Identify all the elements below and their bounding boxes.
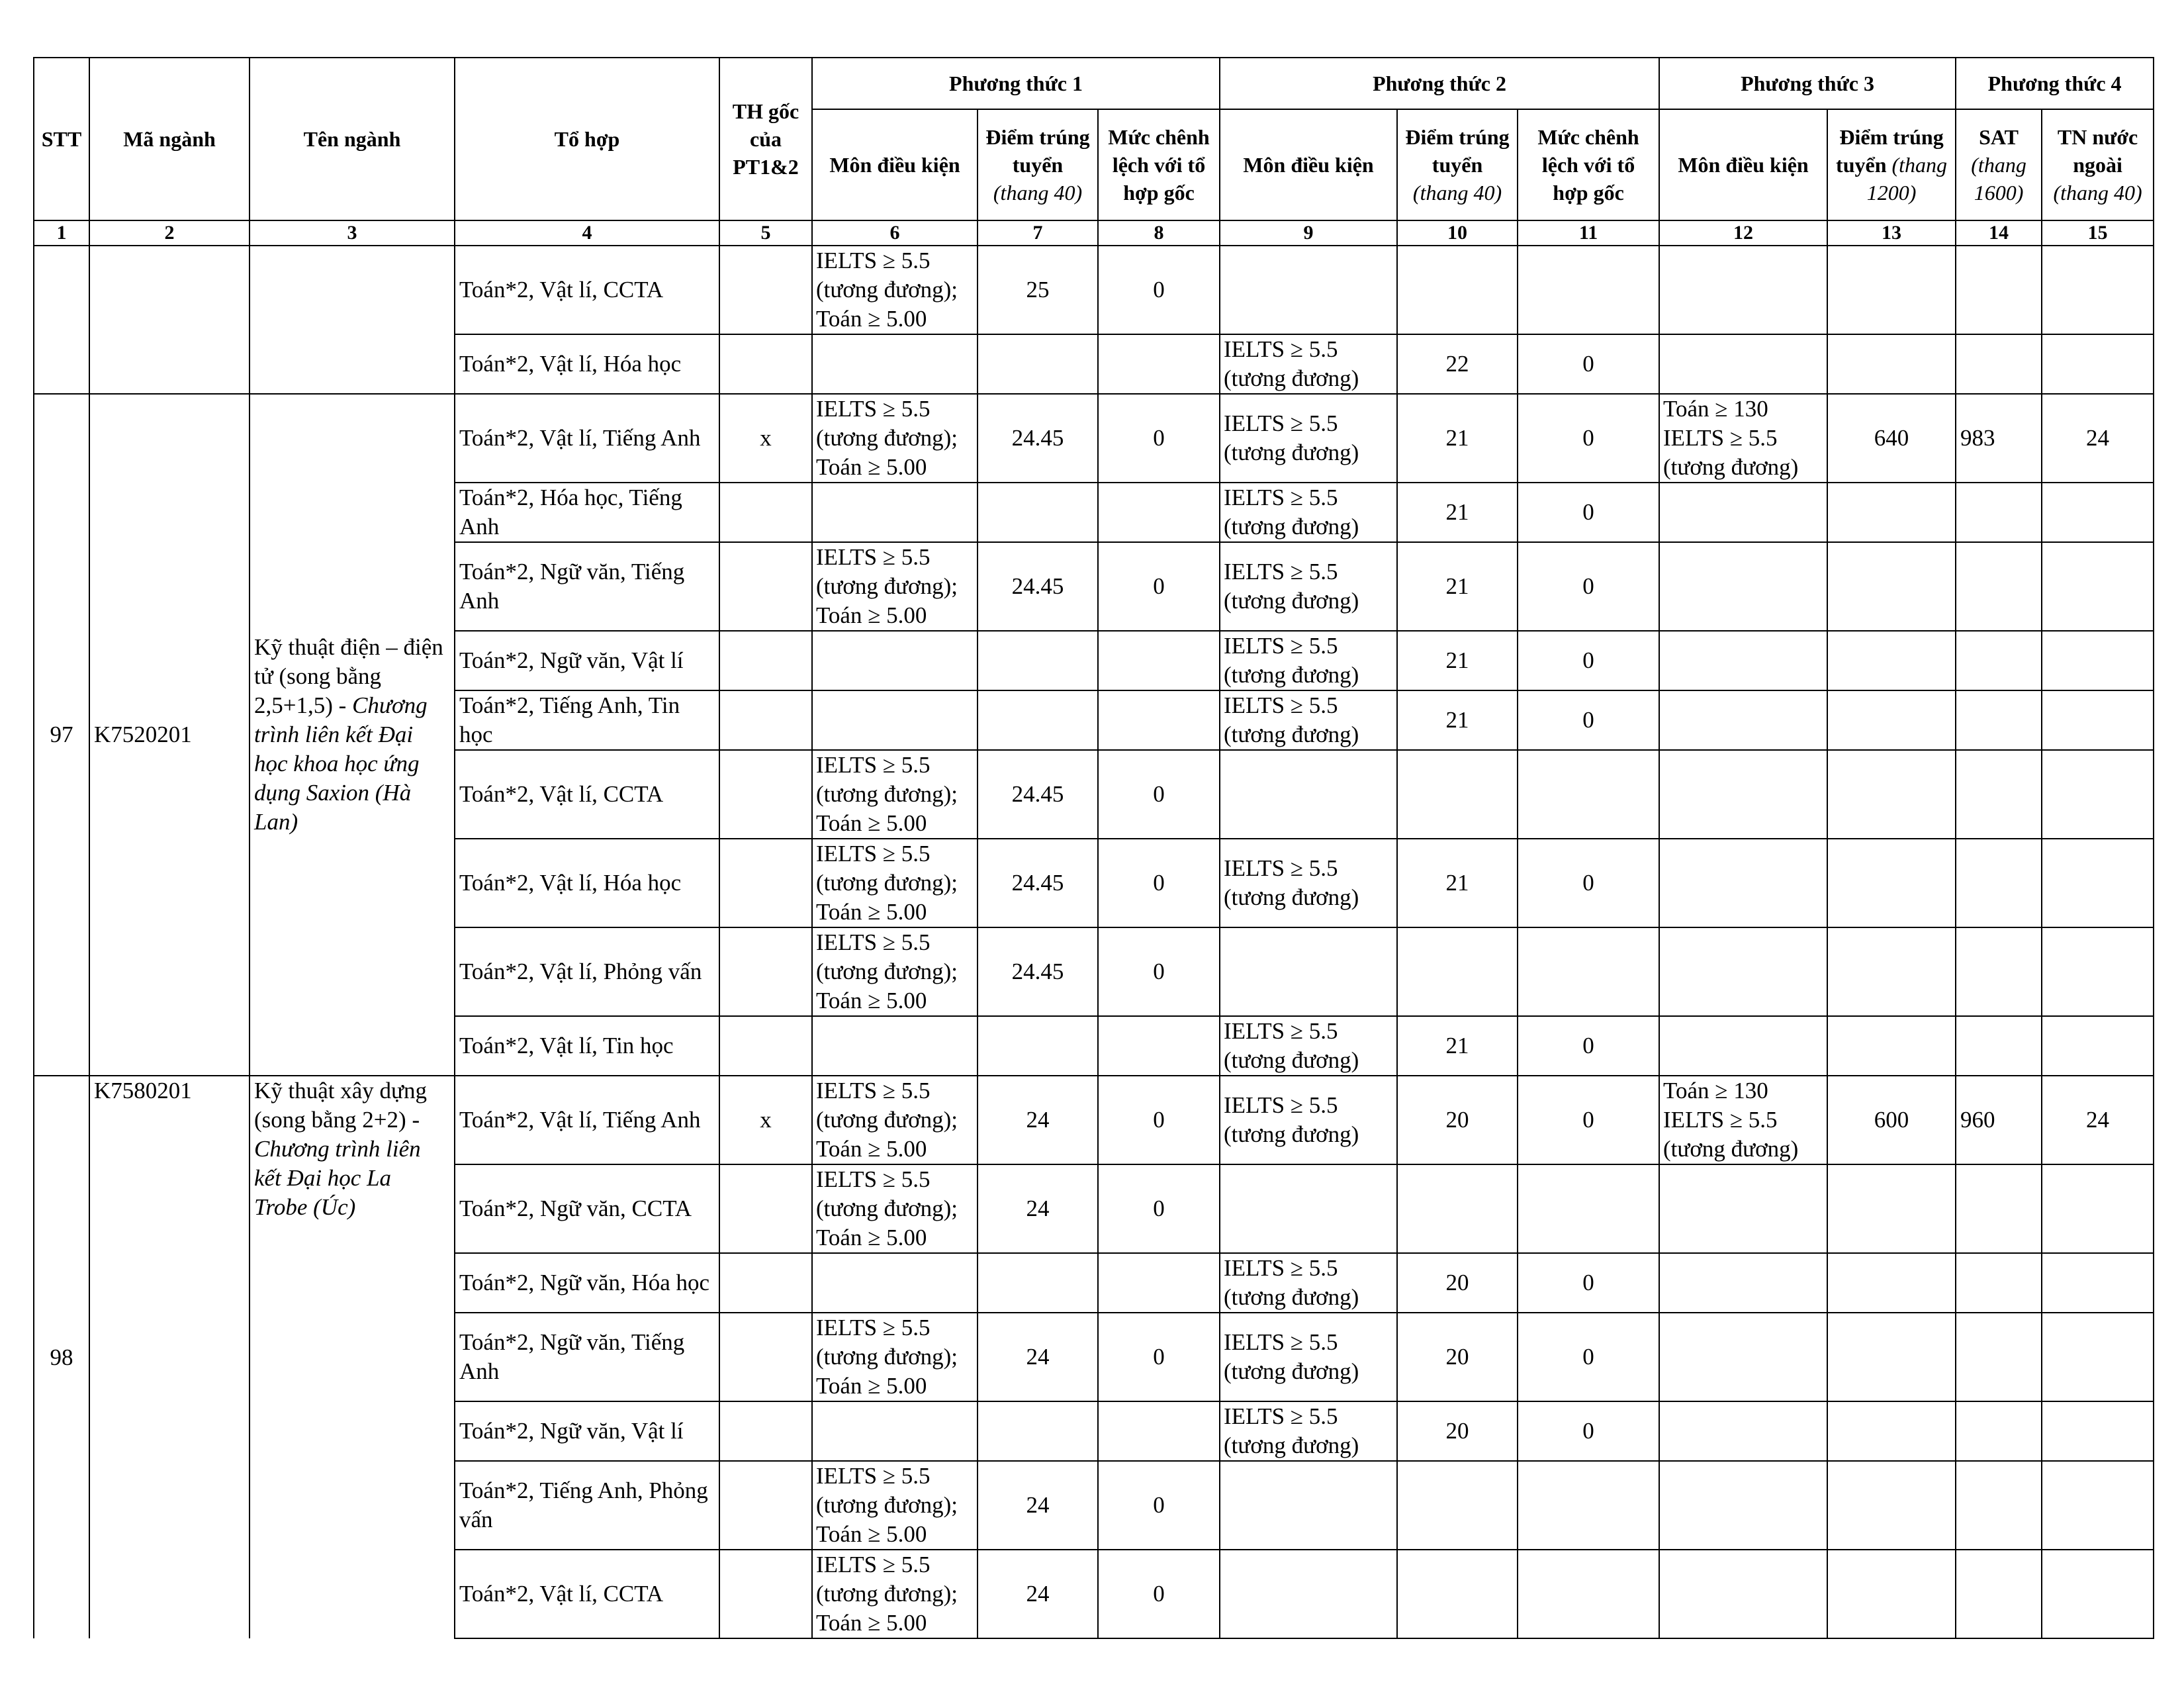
pt1-condition-cell (812, 631, 978, 690)
pt2-condition-cell (1220, 750, 1397, 839)
column-number: 4 (455, 220, 719, 246)
pt1-condition-cell: IELTS ≥ 5.5 (tương đương); Toán ≥ 5.00 (812, 542, 978, 631)
pt2-score-cell: 20 (1397, 1401, 1518, 1461)
pt1-condition-cell: IELTS ≥ 5.5 (tương đương); Toán ≥ 5.00 (812, 1550, 978, 1638)
pt2-diff-cell: 0 (1518, 1253, 1659, 1313)
ten-nganh-cell (250, 1076, 455, 1638)
column-number: 8 (1098, 220, 1220, 246)
pt1-diff-cell (1098, 690, 1220, 750)
pt1-diff-cell: 0 (1098, 1461, 1220, 1550)
column-number: 10 (1397, 220, 1518, 246)
pt1-score-cell: 24.45 (978, 542, 1098, 631)
th-goc-cell (719, 1313, 812, 1401)
pt1-condition-cell (812, 1016, 978, 1076)
sat-cell (1956, 1461, 2042, 1550)
to-hop-cell: Toán*2, Tiếng Anh, Tin học (455, 690, 719, 750)
th-goc-cell (719, 631, 812, 690)
pt1-score-cell: 24 (978, 1461, 1098, 1550)
pt2-score-cell: 21 (1397, 631, 1518, 690)
pt3-condition-cell (1659, 1313, 1827, 1401)
th-goc-cell (719, 1253, 812, 1313)
tn-cell: 24 (2042, 1076, 2154, 1164)
pt3-score-cell (1827, 1313, 1956, 1401)
tn-cell (2042, 1313, 2154, 1401)
pt1-score-cell: 24.45 (978, 927, 1098, 1016)
pt1-diff-cell: 0 (1098, 750, 1220, 839)
pt2-diff-cell: 0 (1518, 483, 1659, 542)
pt3-score-cell (1827, 1461, 1956, 1550)
column-number: 3 (250, 220, 455, 246)
pt3-condition-cell (1659, 1401, 1827, 1461)
header-pt1-diem (978, 109, 1098, 220)
pt3-score-cell (1827, 927, 1956, 1016)
pt1-diff-cell: 0 (1098, 927, 1220, 1016)
pt2-condition-cell (1220, 927, 1397, 1016)
pt1-score-cell (978, 631, 1098, 690)
tn-cell (2042, 542, 2154, 631)
pt1-score-cell: 24 (978, 1313, 1098, 1401)
sat-cell (1956, 839, 2042, 927)
th-goc-cell (719, 1401, 812, 1461)
sat-cell: 983 (1956, 394, 2042, 483)
ten-nganh-plain: Kỹ thuật xây dựng (song bằng 2+2) - (254, 1078, 428, 1133)
pt3-score-cell (1827, 542, 1956, 631)
pt2-condition-cell: IELTS ≥ 5.5 (tương đương) (1220, 631, 1397, 690)
ma-nganh-cell: K7520201 (89, 394, 250, 1076)
pt3-condition-cell (1659, 1016, 1827, 1076)
pt1-condition-cell (812, 483, 978, 542)
pt1-condition-cell (812, 690, 978, 750)
pt3-condition-cell (1659, 1164, 1827, 1253)
pt2-score-cell (1397, 750, 1518, 839)
header-pt1-scale: (thang 40) (993, 181, 1083, 205)
pt3-score-cell (1827, 1550, 1956, 1638)
to-hop-cell: Toán*2, Hóa học, Tiếng Anh (455, 483, 719, 542)
to-hop-cell: Toán*2, Vật lí, CCTA (455, 246, 719, 334)
pt1-diff-cell: 0 (1098, 839, 1220, 927)
pt2-score-cell: 20 (1397, 1253, 1518, 1313)
sat-cell (1956, 334, 2042, 394)
header-ma-nganh: Mã ngành (89, 58, 250, 220)
pt2-score-cell: 22 (1397, 334, 1518, 394)
header-pt3-diem (1827, 109, 1956, 220)
pt3-condition-cell (1659, 839, 1827, 927)
tn-cell (2042, 1164, 2154, 1253)
pt2-diff-cell (1518, 750, 1659, 839)
to-hop-cell: Toán*2, Tiếng Anh, Phỏng vấn (455, 1461, 719, 1550)
pt2-diff-cell: 0 (1518, 334, 1659, 394)
pt2-condition-cell: IELTS ≥ 5.5 (tương đương) (1220, 1253, 1397, 1313)
pt2-condition-cell (1220, 246, 1397, 334)
sat-cell (1956, 1164, 2042, 1253)
to-hop-cell: Toán*2, Vật lí, Tiếng Anh (455, 1076, 719, 1164)
pt1-score-cell (978, 334, 1098, 394)
header-to-hop: Tổ hợp (455, 58, 719, 220)
ten-nganh-plain: Kỹ thuật điện – điện tử (song bằng 2,5+1,5) - (254, 634, 443, 718)
to-hop-cell: Toán*2, Vật lí, CCTA (455, 750, 719, 839)
to-hop-cell: Toán*2, Vật lí, Hóa học (455, 334, 719, 394)
sat-cell (1956, 631, 2042, 690)
pt2-diff-cell (1518, 1164, 1659, 1253)
pt3-score-cell (1827, 1401, 1956, 1461)
th-goc-cell (719, 334, 812, 394)
pt2-diff-cell (1518, 1461, 1659, 1550)
admission-table-page (33, 57, 2154, 1639)
tn-cell (2042, 631, 2154, 690)
to-hop-cell: Toán*2, Vật lí, Tiếng Anh (455, 394, 719, 483)
column-number: 15 (2042, 220, 2154, 246)
sat-cell (1956, 690, 2042, 750)
pt1-condition-cell: IELTS ≥ 5.5 (tương đương); Toán ≥ 5.00 (812, 927, 978, 1016)
sat-cell (1956, 750, 2042, 839)
pt2-score-cell (1397, 1550, 1518, 1638)
pt3-condition-cell (1659, 927, 1827, 1016)
pt1-diff-cell: 0 (1098, 1550, 1220, 1638)
header-th-goc-line2: của (750, 127, 782, 151)
pt2-diff-cell: 0 (1518, 1016, 1659, 1076)
tn-cell (2042, 927, 2154, 1016)
tn-cell (2042, 246, 2154, 334)
th-goc-cell (719, 246, 812, 334)
pt2-score-cell: 20 (1397, 1313, 1518, 1401)
pt2-diff-cell (1518, 1550, 1659, 1638)
pt1-diff-cell: 0 (1098, 542, 1220, 631)
header-pt1-diem-label: Điểm trúng tuyển (985, 125, 1090, 177)
pt2-diff-cell: 0 (1518, 1313, 1659, 1401)
pt2-score-cell (1397, 246, 1518, 334)
tn-cell: 24 (2042, 394, 2154, 483)
stt-cell: 98 (34, 1076, 89, 1638)
pt1-diff-cell: 0 (1098, 246, 1220, 334)
pt2-score-cell (1397, 927, 1518, 1016)
table-body (34, 246, 2154, 1638)
header-pt1-chenh-lech: Mức chênh lệch với tổ hợp gốc (1098, 109, 1220, 220)
th-goc-cell (719, 1550, 812, 1638)
pt3-score-cell (1827, 631, 1956, 690)
pt3-score-cell (1827, 1016, 1956, 1076)
header-sat-label: SAT (1979, 125, 2019, 149)
ten-nganh-cell (250, 394, 455, 1076)
column-number: 11 (1518, 220, 1659, 246)
sat-cell (1956, 1401, 2042, 1461)
pt1-score-cell: 24 (978, 1550, 1098, 1638)
pt2-diff-cell: 0 (1518, 1401, 1659, 1461)
tn-cell (2042, 1550, 2154, 1638)
pt3-score-cell: 600 (1827, 1076, 1956, 1164)
pt3-score-cell (1827, 334, 1956, 394)
pt1-score-cell (978, 1253, 1098, 1313)
pt1-diff-cell: 0 (1098, 1313, 1220, 1401)
pt3-score-cell (1827, 839, 1956, 927)
ten-nganh-cell (250, 246, 455, 394)
pt2-condition-cell: IELTS ≥ 5.5 (tương đương) (1220, 1313, 1397, 1401)
pt3-condition-cell (1659, 334, 1827, 394)
pt1-score-cell: 24.45 (978, 394, 1098, 483)
header-th-goc (719, 58, 812, 220)
pt1-condition-cell: IELTS ≥ 5.5 (tương đương); Toán ≥ 5.00 (812, 394, 978, 483)
pt1-diff-cell: 0 (1098, 394, 1220, 483)
pt1-diff-cell (1098, 1016, 1220, 1076)
pt3-condition-cell (1659, 1253, 1827, 1313)
header-stt: STT (34, 58, 89, 220)
column-number: 9 (1220, 220, 1397, 246)
pt2-condition-cell: IELTS ≥ 5.5 (tương đương) (1220, 1076, 1397, 1164)
ten-nganh-italic: Chương trình liên kết Đại học La Trobe (Úc) (254, 1136, 421, 1220)
tn-cell (2042, 1253, 2154, 1313)
pt1-diff-cell (1098, 631, 1220, 690)
header-pt3-diem-label: Điểm trúng tuyển (1836, 125, 1944, 177)
th-goc-cell (719, 839, 812, 927)
ten-nganh-italic: Chương trình liên kết Đại học khoa học ứng dụng Saxion (Hà Lan) (254, 692, 428, 835)
pt1-score-cell (978, 483, 1098, 542)
th-goc-cell (719, 542, 812, 631)
pt1-condition-cell (812, 1253, 978, 1313)
header-ten-nganh: Tên ngành (250, 58, 455, 220)
pt3-condition-cell (1659, 1550, 1827, 1638)
pt2-score-cell: 21 (1397, 483, 1518, 542)
header-phuong-thuc-4: Phương thức 4 (1956, 58, 2154, 109)
pt3-condition-cell: Toán ≥ 130 IELTS ≥ 5.5 (tương đương) (1659, 394, 1827, 483)
pt1-score-cell: 25 (978, 246, 1098, 334)
header-pt2-chenh-lech: Mức chênh lệch với tổ hợp gốc (1518, 109, 1659, 220)
pt3-score-cell (1827, 483, 1956, 542)
pt2-score-cell: 21 (1397, 394, 1518, 483)
pt3-score-cell: 640 (1827, 394, 1956, 483)
th-goc-cell: x (719, 1076, 812, 1164)
pt1-condition-cell: IELTS ≥ 5.5 (tương đương); Toán ≥ 5.00 (812, 1461, 978, 1550)
header-pt2-mon-dieu-kien: Môn điều kiện (1220, 109, 1397, 220)
pt3-score-cell (1827, 1253, 1956, 1313)
column-number: 13 (1827, 220, 1956, 246)
table-row (34, 394, 2154, 483)
header-tn-scale: (thang 40) (2053, 181, 2142, 205)
pt2-condition-cell (1220, 1164, 1397, 1253)
sat-cell (1956, 246, 2042, 334)
pt1-condition-cell: IELTS ≥ 5.5 (tương đương); Toán ≥ 5.00 (812, 750, 978, 839)
pt2-condition-cell: IELTS ≥ 5.5 (tương đương) (1220, 1016, 1397, 1076)
pt2-diff-cell: 0 (1518, 1076, 1659, 1164)
sat-cell (1956, 1253, 2042, 1313)
to-hop-cell: Toán*2, Ngữ văn, Tiếng Anh (455, 1313, 719, 1401)
pt3-condition-cell (1659, 750, 1827, 839)
pt1-condition-cell: IELTS ≥ 5.5 (tương đương); Toán ≥ 5.00 (812, 839, 978, 927)
pt3-condition-cell: Toán ≥ 130 IELTS ≥ 5.5 (tương đương) (1659, 1076, 1827, 1164)
th-goc-cell (719, 750, 812, 839)
column-number-row (34, 220, 2154, 246)
column-number: 6 (812, 220, 978, 246)
sat-cell: 960 (1956, 1076, 2042, 1164)
tn-cell (2042, 839, 2154, 927)
header-phuong-thuc-1: Phương thức 1 (812, 58, 1220, 109)
pt1-condition-cell: IELTS ≥ 5.5 (tương đương); Toán ≥ 5.00 (812, 246, 978, 334)
to-hop-cell: Toán*2, Ngữ văn, Vật lí (455, 631, 719, 690)
pt3-score-cell (1827, 246, 1956, 334)
pt2-diff-cell (1518, 927, 1659, 1016)
header-tn-nuoc-ngoai (2042, 109, 2154, 220)
header-sat (1956, 109, 2042, 220)
pt3-condition-cell (1659, 631, 1827, 690)
to-hop-cell: Toán*2, Vật lí, Tin học (455, 1016, 719, 1076)
pt3-condition-cell (1659, 542, 1827, 631)
pt2-score-cell (1397, 1461, 1518, 1550)
column-number: 2 (89, 220, 250, 246)
sat-cell (1956, 483, 2042, 542)
to-hop-cell: Toán*2, Ngữ văn, Hóa học (455, 1253, 719, 1313)
pt2-diff-cell: 0 (1518, 690, 1659, 750)
pt1-score-cell (978, 1016, 1098, 1076)
header-pt2-diem-label: Điểm trúng tuyển (1405, 125, 1510, 177)
header-sat-scale: (thang 1600) (1971, 153, 2026, 205)
pt2-condition-cell: IELTS ≥ 5.5 (tương đương) (1220, 690, 1397, 750)
pt1-score-cell (978, 690, 1098, 750)
pt2-score-cell: 21 (1397, 839, 1518, 927)
sat-cell (1956, 1016, 2042, 1076)
sat-cell (1956, 1313, 2042, 1401)
to-hop-cell: Toán*2, Ngữ văn, Tiếng Anh (455, 542, 719, 631)
pt2-diff-cell: 0 (1518, 631, 1659, 690)
sat-cell (1956, 1550, 2042, 1638)
ma-nganh-cell: K7580201 (89, 1076, 250, 1638)
tn-cell (2042, 1401, 2154, 1461)
header-th-goc-line3: PT1&2 (733, 155, 799, 179)
pt1-condition-cell (812, 334, 978, 394)
th-goc-cell (719, 1164, 812, 1253)
to-hop-cell: Toán*2, Ngữ văn, CCTA (455, 1164, 719, 1253)
to-hop-cell: Toán*2, Ngữ văn, Vật lí (455, 1401, 719, 1461)
pt2-score-cell: 21 (1397, 542, 1518, 631)
tn-cell (2042, 1016, 2154, 1076)
pt1-score-cell: 24 (978, 1076, 1098, 1164)
column-number: 1 (34, 220, 89, 246)
column-number: 7 (978, 220, 1098, 246)
table-row (34, 246, 2154, 334)
th-goc-cell (719, 927, 812, 1016)
pt1-diff-cell (1098, 1253, 1220, 1313)
header-pt2-scale: (thang 40) (1412, 181, 1502, 205)
tn-cell (2042, 1461, 2154, 1550)
pt2-condition-cell: IELTS ≥ 5.5 (tương đương) (1220, 839, 1397, 927)
pt2-score-cell: 21 (1397, 690, 1518, 750)
header-tn-label: TN nước ngoài (2057, 125, 2138, 177)
th-goc-cell (719, 690, 812, 750)
pt1-condition-cell: IELTS ≥ 5.5 (tương đương); Toán ≥ 5.00 (812, 1076, 978, 1164)
pt1-condition-cell (812, 1401, 978, 1461)
tn-cell (2042, 690, 2154, 750)
th-goc-cell (719, 1016, 812, 1076)
tn-cell (2042, 334, 2154, 394)
pt2-diff-cell: 0 (1518, 839, 1659, 927)
table-row (34, 1076, 2154, 1164)
th-goc-cell (719, 1461, 812, 1550)
to-hop-cell: Toán*2, Vật lí, Hóa học (455, 839, 719, 927)
pt3-score-cell (1827, 690, 1956, 750)
pt3-score-cell (1827, 750, 1956, 839)
tn-cell (2042, 483, 2154, 542)
tn-cell (2042, 750, 2154, 839)
th-goc-cell: x (719, 394, 812, 483)
header-pt1-mon-dieu-kien: Môn điều kiện (812, 109, 978, 220)
th-goc-cell (719, 483, 812, 542)
header-th-goc-line1: TH gốc (732, 99, 799, 123)
column-number: 14 (1956, 220, 2042, 246)
to-hop-cell: Toán*2, Vật lí, CCTA (455, 1550, 719, 1638)
pt3-condition-cell (1659, 483, 1827, 542)
pt1-condition-cell: IELTS ≥ 5.5 (tương đương); Toán ≥ 5.00 (812, 1313, 978, 1401)
pt2-diff-cell: 0 (1518, 394, 1659, 483)
pt2-condition-cell: IELTS ≥ 5.5 (tương đương) (1220, 394, 1397, 483)
pt3-condition-cell (1659, 690, 1827, 750)
pt1-diff-cell: 0 (1098, 1076, 1220, 1164)
pt1-score-cell (978, 1401, 1098, 1461)
pt1-score-cell: 24.45 (978, 839, 1098, 927)
pt2-condition-cell: IELTS ≥ 5.5 (tương đương) (1220, 542, 1397, 631)
admission-score-table (33, 57, 2154, 1639)
header-pt2-diem (1397, 109, 1518, 220)
pt3-condition-cell (1659, 1461, 1827, 1550)
pt1-score-cell: 24 (978, 1164, 1098, 1253)
pt1-condition-cell: IELTS ≥ 5.5 (tương đương); Toán ≥ 5.00 (812, 1164, 978, 1253)
pt2-diff-cell (1518, 246, 1659, 334)
column-number: 12 (1659, 220, 1827, 246)
header-pt3-scale: (thang 1200) (1866, 153, 1948, 205)
pt3-score-cell (1827, 1164, 1956, 1253)
pt1-diff-cell (1098, 1401, 1220, 1461)
pt2-score-cell: 21 (1397, 1016, 1518, 1076)
pt1-diff-cell: 0 (1098, 1164, 1220, 1253)
pt1-score-cell: 24.45 (978, 750, 1098, 839)
pt2-condition-cell: IELTS ≥ 5.5 (tương đương) (1220, 1401, 1397, 1461)
pt1-diff-cell (1098, 483, 1220, 542)
sat-cell (1956, 542, 2042, 631)
pt2-condition-cell (1220, 1550, 1397, 1638)
sat-cell (1956, 927, 2042, 1016)
column-number: 5 (719, 220, 812, 246)
stt-cell: 97 (34, 394, 89, 1076)
pt3-condition-cell (1659, 246, 1827, 334)
pt2-score-cell: 20 (1397, 1076, 1518, 1164)
header-phuong-thuc-2: Phương thức 2 (1220, 58, 1659, 109)
header-phuong-thuc-3: Phương thức 3 (1659, 58, 1956, 109)
header-pt3-mon-dieu-kien: Môn điều kiện (1659, 109, 1827, 220)
pt1-diff-cell (1098, 334, 1220, 394)
pt2-score-cell (1397, 1164, 1518, 1253)
stt-cell (34, 246, 89, 394)
pt2-condition-cell: IELTS ≥ 5.5 (tương đương) (1220, 483, 1397, 542)
to-hop-cell: Toán*2, Vật lí, Phỏng vấn (455, 927, 719, 1016)
pt2-diff-cell: 0 (1518, 542, 1659, 631)
ma-nganh-cell (89, 246, 250, 394)
table-header (34, 58, 2154, 246)
pt2-condition-cell: IELTS ≥ 5.5 (tương đương) (1220, 334, 1397, 394)
pt2-condition-cell (1220, 1461, 1397, 1550)
